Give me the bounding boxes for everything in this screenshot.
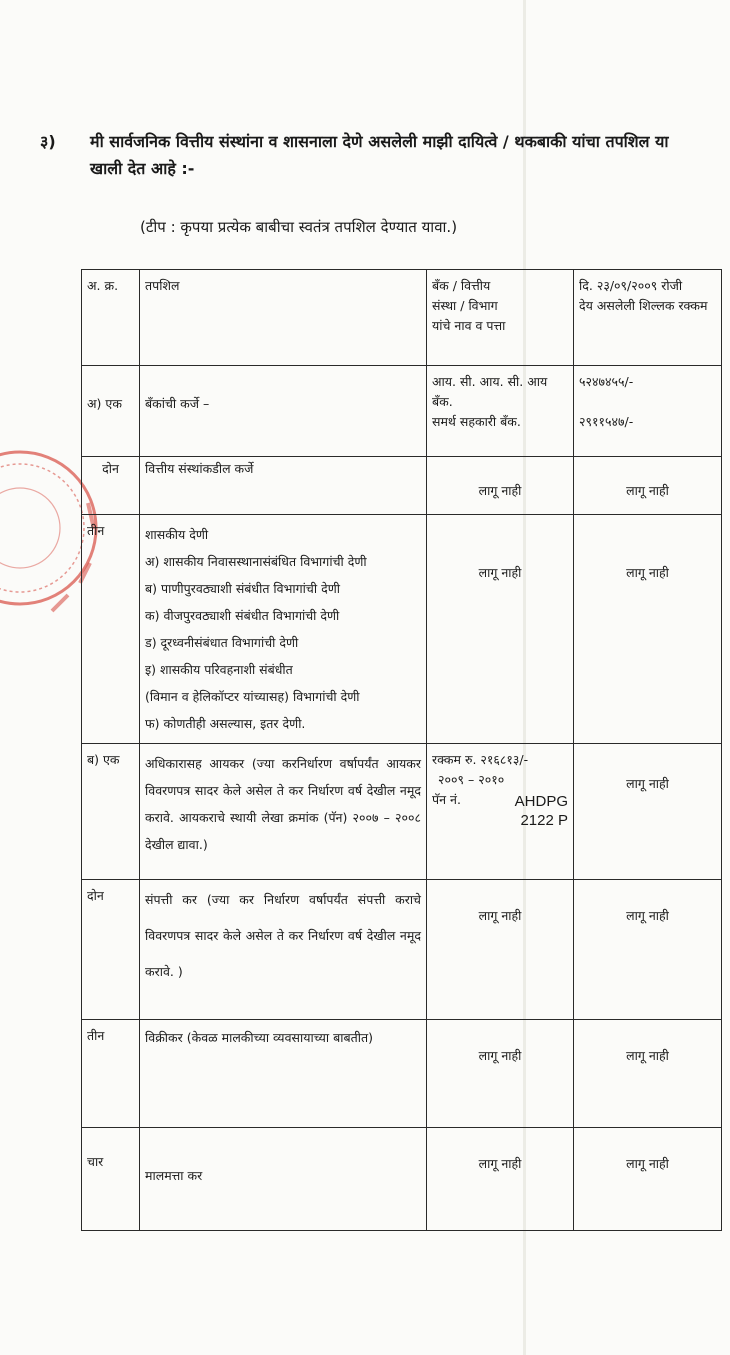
table-row [82,880,722,1020]
row-details: विक्रीकर (केवळ मालकीच्या व्यवसायाच्या बाबतीत) [140,1020,427,1128]
section-number: ३) [40,132,56,151]
row-sr: दोन [82,457,140,515]
table-row [82,515,722,744]
row-amount: लागू नाही [574,880,722,1020]
header-details: तपशिल [140,270,427,366]
table-row [82,457,722,515]
row-sr: तीन [82,1020,140,1128]
row-sr: तीन [82,515,140,744]
row-details: बँकांची कर्जे – [140,366,427,457]
row-bank: आय. सी. आय. सी. आय बँक. समर्थ सहकारी बँक. [427,366,574,457]
liabilities-table [81,269,722,1231]
row-sr: ब) एक [82,744,140,880]
row-bank: लागू नाही [427,880,574,1020]
income-tax-amount: रक्कम रु. २१६८१३/- [432,752,529,767]
row-amount: लागू नाही [574,457,722,515]
row-sr: चार [82,1128,140,1231]
table-header-row [82,270,722,366]
pan-label: पॅन नं. [432,792,461,807]
row-amount: लागू नाही [574,1128,722,1231]
row-bank: लागू नाही [427,1128,574,1231]
row-bank: लागू नाही [427,515,574,744]
row-details: शासकीय देणी अ) शासकीय निवासस्थानासंबंधित विभागांची देणी ब) पाणीपुरवठ्याशी संबंधीत विभागांची देणी क) वीजपुरवठ्याशी संबंधीत विभागांची देणी ड) दूरध्वनीसंबंधात विभागांची देणी इ) शासकीय परिवहनाशी संबंधीत (विमान व हेलिकॉप्टर यांच्यासह) विभागांची देणी फ) कोणतीही असल्यास, इतर देणी. [140,515,427,744]
table-row [82,366,722,457]
table-row [82,1020,722,1128]
table-row [82,1128,722,1231]
row-amount: लागू नाही [574,515,722,744]
row-amount: ५२४७४५५/- २९११५४७/- [574,366,722,457]
row-amount: लागू नाही [574,744,722,880]
row-sr: अ) एक [82,366,140,457]
header-sr-no: अ. क्र. [82,270,140,366]
row-details: अधिकारासह आयकर (ज्या करनिर्धारण वर्षापर्यंत आयकर विवरणपत्र सादर केले असेल ते कर निर्धारण वर्ष देखील नमूद करावे. आयकराचे स्थायी लेखा क्रमांक (पॅन) २००७ – २००८ देखील द्यावा.) [140,744,427,880]
header-bank: बँक / वित्तीय संस्था / विभाग यांचे नाव व पत्ता [427,270,574,366]
row-bank: लागू नाही [427,457,574,515]
row-bank: लागू नाही [427,1020,574,1128]
row-details: संपत्ती कर (ज्या कर निर्धारण वर्षापर्यंत संपत्ती कराचे विवरणपत्र सादर केले असेल ते कर निर्धारण वर्ष देखील नमूद करावे. ) [140,880,427,1020]
income-tax-years: २००९ – २०१० [438,772,505,787]
table-row [82,744,722,880]
row-details: मालमत्ता कर [140,1128,427,1231]
section-heading-text: मी सार्वजनिक वित्तीय संस्थांना व शासनाला देणे असलेली माझी दायित्वे / थकबाकी यांचा तपशिल या खाली देत आहे :- [90,132,669,178]
instruction-note: (टीप : कृपया प्रत्येक बाबीचा स्वतंत्र तपशिल देण्यात यावा.) [140,218,458,236]
row-sr: दोन [82,880,140,1020]
row-bank [427,744,574,880]
row-details: वित्तीय संस्थांकडील कर्जे [140,457,427,515]
row-amount: लागू नाही [574,1020,722,1128]
header-amount: दि. २३/०९/२००९ रोजी देय असलेली शिल्लक रक्कम [574,270,722,366]
pan-line [432,790,568,830]
pan-number: AHDPG 2122 P [514,793,568,829]
